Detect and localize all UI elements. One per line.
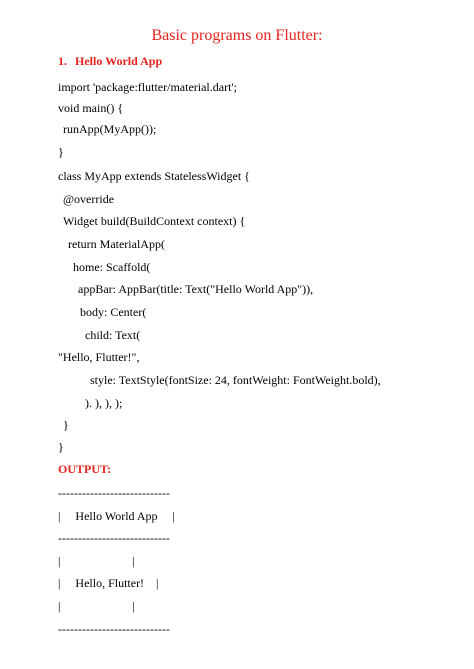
output-line: | | xyxy=(58,599,135,613)
code-line: } xyxy=(58,440,64,454)
output-label: OUTPUT: xyxy=(58,462,112,476)
code-line: class MyApp extends StatelessWidget { xyxy=(58,169,250,183)
output-line: | Hello, Flutter! | xyxy=(58,576,159,590)
code-line: return MaterialApp( xyxy=(68,237,165,251)
code-line: "Hello, Flutter!", xyxy=(58,350,140,364)
code-line: @override xyxy=(63,192,115,206)
output-line: | Hello World App | xyxy=(58,509,175,523)
document-title: Basic programs on Flutter: xyxy=(151,27,323,44)
section-number: 1. xyxy=(58,54,67,68)
code-line: ). ), ), ); xyxy=(85,396,123,410)
section-heading xyxy=(58,54,162,68)
code-line: body: Center( xyxy=(80,305,147,319)
code-line: } xyxy=(58,145,64,159)
code-line: Widget build(BuildContext context) { xyxy=(63,214,246,228)
code-line: runApp(MyApp()); xyxy=(63,122,157,136)
code-line: import 'package:flutter/material.dart'; xyxy=(58,80,237,94)
code-line: style: TextStyle(fontSize: 24, fontWeight: FontWeight.bold), xyxy=(90,373,381,387)
output-line: ---------------------------- xyxy=(58,531,170,545)
output-line: | | xyxy=(58,554,135,568)
code-line: home: Scaffold( xyxy=(73,260,151,274)
code-line: child: Text( xyxy=(85,328,141,342)
output-line: ---------------------------- xyxy=(58,622,170,636)
code-line: } xyxy=(63,418,69,432)
code-line: appBar: AppBar(title: Text("Hello World App")), xyxy=(78,282,314,296)
code-line: void main() { xyxy=(58,101,124,115)
section-heading-text: Hello World App xyxy=(75,54,163,68)
output-line: ---------------------------- xyxy=(58,486,170,500)
